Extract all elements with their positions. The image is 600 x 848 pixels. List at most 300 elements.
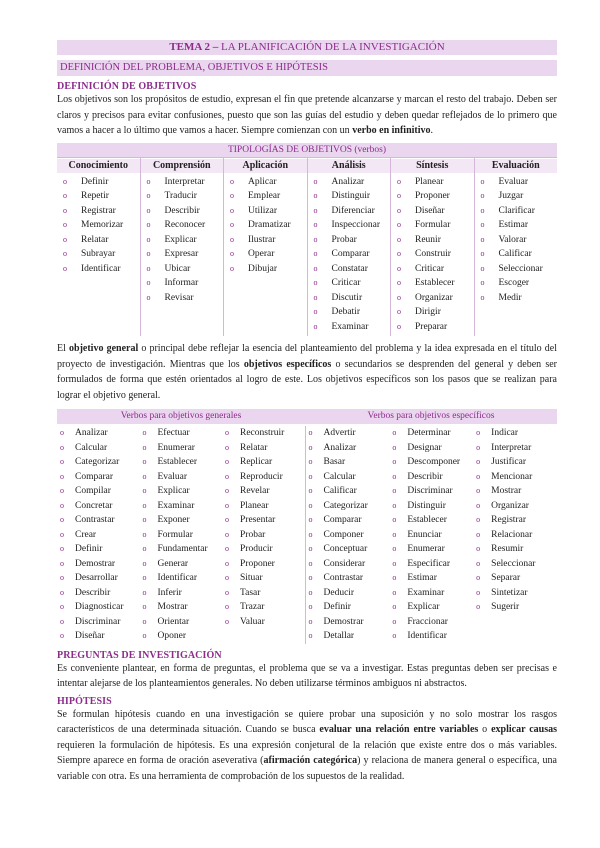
list-item-label: Ubicar <box>164 263 191 274</box>
list-item <box>140 484 223 499</box>
bullet-icon: o <box>225 529 229 539</box>
list-item <box>57 600 140 615</box>
list-item-label: Orientar <box>157 616 190 627</box>
bullet-icon: o <box>397 292 401 302</box>
bullet-icon: o <box>313 205 318 215</box>
list-item-label: Calcular <box>323 471 356 482</box>
specific-verbs-header: Verbos para objetivos específicos <box>367 411 495 421</box>
list-item <box>475 276 558 291</box>
bullet-icon: o <box>60 544 64 553</box>
column-header: Síntesis <box>391 159 474 173</box>
tipologias-columns <box>57 157 557 337</box>
bullet-icon: o <box>476 573 481 582</box>
list-item <box>473 571 557 586</box>
list-item-label: Organizar <box>415 292 453 303</box>
bullet-icon: o <box>60 529 64 539</box>
list-item-label: Probar <box>240 529 266 540</box>
bullet-icon: o <box>313 263 318 273</box>
list-item <box>475 247 558 262</box>
list-item <box>475 262 558 277</box>
bullet-icon: o <box>146 292 151 302</box>
bullet-icon: o <box>308 602 313 611</box>
bullet-icon: o <box>397 220 401 229</box>
list-item-label: Traducir <box>164 191 197 201</box>
list-item-label: Categorizar <box>75 457 120 467</box>
list-item <box>222 499 305 514</box>
bullet-icon: o <box>476 558 481 568</box>
bullet-icon: o <box>225 442 229 452</box>
bullet-icon: o <box>63 263 67 273</box>
bullet-icon: o <box>225 544 229 553</box>
list-item <box>222 586 305 601</box>
list-item <box>224 175 307 190</box>
list-item <box>57 499 140 514</box>
list-item <box>306 426 390 441</box>
verb-list <box>473 426 557 615</box>
list-item <box>389 499 473 514</box>
list-item-label: Registrar <box>81 205 116 216</box>
bullet-icon: o <box>146 220 151 229</box>
bullet-icon: o <box>63 234 67 244</box>
bullet-icon: o <box>392 471 397 481</box>
bullet-icon: o <box>397 249 401 258</box>
bullet-icon: o <box>146 205 151 215</box>
general-verbs-header: Verbos para objetivos generales <box>120 411 242 421</box>
list-item <box>306 600 390 615</box>
bullet-icon: o <box>313 307 318 316</box>
list-item-label: Enumerar <box>407 544 445 554</box>
title-prefix: TEMA 2 – <box>169 41 219 53</box>
verbs-table <box>57 409 557 644</box>
list-item <box>306 629 390 644</box>
list-item-label: Sintetizar <box>491 587 528 598</box>
verb-column <box>57 426 140 644</box>
list-item-label: Exponer <box>157 515 190 525</box>
list-item <box>140 499 223 514</box>
list-item <box>224 247 307 262</box>
list-item-label: Demostrar <box>323 616 364 627</box>
bullet-icon: o <box>392 500 397 510</box>
document-page <box>57 40 557 784</box>
list-item-label: Generar <box>157 558 189 569</box>
bullet-icon: o <box>397 234 401 244</box>
list-item-label: Compilar <box>75 486 111 496</box>
list-item <box>475 175 558 190</box>
list-item-label: Organizar <box>491 500 529 511</box>
bullet-icon: o <box>392 616 397 626</box>
verb-list <box>391 175 474 335</box>
bullet-icon: o <box>60 515 64 524</box>
list-item-label: Aplicar <box>248 176 277 187</box>
list-item-label: Proponer <box>240 558 275 569</box>
list-item <box>306 571 390 586</box>
list-item <box>141 189 224 204</box>
bullet-icon: o <box>225 558 229 568</box>
list-item <box>308 320 391 335</box>
list-item <box>57 528 140 543</box>
bullet-icon: o <box>63 176 67 186</box>
list-item-label: Definir <box>75 544 103 554</box>
bullet-icon: o <box>146 263 151 273</box>
list-item-label: Advertir <box>323 428 356 438</box>
verb-column <box>140 426 223 644</box>
bullet-icon: o <box>313 292 318 302</box>
list-item-label: Seleccionar <box>498 263 543 274</box>
list-item-label: Resumir <box>491 544 524 554</box>
list-item-label: Calificar <box>498 249 532 259</box>
bullet-icon: o <box>60 631 64 640</box>
list-item <box>389 571 473 586</box>
bullet-icon: o <box>476 587 481 597</box>
bullet-icon: o <box>480 292 485 302</box>
list-item-label: Justificar <box>491 457 526 467</box>
list-item-label: Discriminar <box>407 486 453 496</box>
bullet-icon: o <box>397 321 401 331</box>
bullet-icon: o <box>313 191 318 200</box>
list-item <box>473 470 557 485</box>
list-item <box>475 233 558 248</box>
list-item-label: Inferir <box>157 587 182 598</box>
list-item <box>391 320 474 335</box>
list-item <box>222 470 305 485</box>
list-item-label: Descomponer <box>407 457 461 467</box>
bullet-icon: o <box>230 176 234 186</box>
bullet-icon: o <box>142 558 147 568</box>
list-item-label: Planear <box>240 500 269 511</box>
list-item <box>140 528 223 543</box>
list-item <box>391 233 474 248</box>
list-item <box>473 455 557 470</box>
list-item <box>140 557 223 572</box>
list-item-label: Distinguir <box>407 500 446 511</box>
bullet-icon: o <box>397 263 401 273</box>
list-item-label: Separar <box>491 573 521 583</box>
list-item <box>222 571 305 586</box>
list-item-label: Identificar <box>157 573 198 583</box>
bullet-icon: o <box>392 515 397 524</box>
list-item <box>475 291 558 306</box>
list-item-label: Valorar <box>498 234 527 245</box>
list-item <box>473 441 557 456</box>
list-item <box>140 629 223 644</box>
list-item-label: Explicar <box>407 602 440 612</box>
list-item <box>473 528 557 543</box>
hipotesis-paragraph: Se formulan hipótesis cuando en una investigación se quiere probar una suposición y no solo mostrar los rasgos característicos de una determinada situación. Cuando se busca evaluar una relación entre variables o explicar causas requieren la formulación de hipótesis. Es una expresión conjetural de la relación que existe entre dos o más variables. Siempre aparece en forma de oración aseverativa (afirmación categórica) y relaciona de manera general o específica, una variable con otra. Es una herramienta de comprobación de los supuestos de la realidad. <box>57 708 558 782</box>
bullet-icon: o <box>230 191 234 200</box>
list-item <box>308 305 391 320</box>
list-item-label: Demostrar <box>75 558 116 569</box>
list-item <box>57 233 140 248</box>
list-item <box>57 542 140 557</box>
list-item <box>222 455 305 470</box>
bullet-icon: o <box>476 428 481 437</box>
bullet-icon: o <box>142 631 147 640</box>
list-item <box>57 189 140 204</box>
verb-list <box>389 426 473 644</box>
bullet-icon: o <box>308 500 313 510</box>
list-item-label: Calcular <box>75 442 108 453</box>
column-header: Conocimiento <box>57 159 140 173</box>
list-item <box>140 600 223 615</box>
list-item-label: Componer <box>323 529 364 540</box>
list-item-label: Desarrollar <box>75 573 118 583</box>
list-item-label: Estimar <box>498 220 529 230</box>
verb-column <box>473 426 557 644</box>
list-item-label: Producir <box>240 544 273 554</box>
bullet-icon: o <box>60 587 64 597</box>
verb-list <box>57 175 140 277</box>
verb-list <box>475 175 558 306</box>
bullet-icon: o <box>142 573 147 582</box>
column-header: Evaluación <box>475 159 558 173</box>
list-item <box>306 470 390 485</box>
list-item-label: Construir <box>415 249 451 259</box>
list-item-label: Identificar <box>81 263 121 274</box>
list-item <box>389 629 473 644</box>
bullet-icon: o <box>313 278 318 287</box>
list-item-label: Utilizar <box>248 205 278 216</box>
bullet-icon: o <box>225 457 229 466</box>
list-item-label: Examinar <box>407 587 445 598</box>
list-item <box>391 291 474 306</box>
list-item <box>308 262 391 277</box>
bullet-icon: o <box>476 471 481 481</box>
bullet-icon: o <box>142 457 147 466</box>
bullet-icon: o <box>308 442 313 452</box>
list-item-label: Examinar <box>157 500 195 511</box>
list-item <box>306 542 390 557</box>
bullet-icon: o <box>308 457 313 466</box>
list-item-label: Reunir <box>415 234 441 245</box>
list-item <box>308 233 391 248</box>
bullet-icon: o <box>225 515 229 524</box>
list-item-label: Diseñar <box>75 631 105 641</box>
tipologia-column <box>141 158 225 337</box>
tipologia-column <box>475 158 558 337</box>
list-item <box>306 499 390 514</box>
bullet-icon: o <box>308 471 313 481</box>
list-item <box>391 204 474 219</box>
list-item <box>389 441 473 456</box>
bullet-icon: o <box>60 602 64 611</box>
list-item <box>140 441 223 456</box>
bullet-icon: o <box>313 234 318 244</box>
list-item-label: Probar <box>331 234 357 245</box>
bullet-icon: o <box>146 191 151 200</box>
list-item <box>222 484 305 499</box>
list-item-label: Deducir <box>323 587 355 598</box>
list-item-label: Basar <box>323 457 346 467</box>
bullet-icon: o <box>142 428 147 437</box>
list-item-label: Distinguir <box>331 191 371 201</box>
bullet-icon: o <box>397 307 401 316</box>
list-item-label: Considerar <box>323 558 366 569</box>
list-item-label: Presentar <box>240 515 276 525</box>
tipologia-column <box>57 158 141 337</box>
bullet-icon: o <box>480 205 485 215</box>
bullet-icon: o <box>313 220 318 229</box>
list-item <box>473 426 557 441</box>
list-item <box>57 615 140 630</box>
verb-list <box>306 426 390 644</box>
list-item-label: Discutir <box>331 292 363 303</box>
general-verbs-group <box>57 426 306 644</box>
list-item-label: Designar <box>407 442 442 453</box>
list-item-label: Escoger <box>498 278 530 288</box>
list-item <box>473 499 557 514</box>
bullet-icon: o <box>397 176 401 186</box>
document-title <box>57 40 557 55</box>
bullet-icon: o <box>230 220 234 229</box>
tipologia-column <box>391 158 475 337</box>
verb-column <box>389 426 473 644</box>
list-item <box>306 528 390 543</box>
list-item <box>141 204 224 219</box>
verb-list <box>140 426 223 644</box>
tipologias-table <box>57 143 557 337</box>
list-item <box>57 455 140 470</box>
section-title: DEFINICIÓN DEL PROBLEMA, OBJETIVOS E HIPÓTESIS <box>57 60 557 76</box>
verb-list <box>141 175 224 306</box>
list-item <box>473 600 557 615</box>
list-item <box>140 455 223 470</box>
list-item <box>306 615 390 630</box>
list-item <box>57 441 140 456</box>
list-item <box>57 470 140 485</box>
list-item <box>57 629 140 644</box>
list-item-label: Reconstruir <box>240 428 285 438</box>
list-item-label: Dibujar <box>248 263 278 274</box>
list-item <box>224 218 307 233</box>
list-item <box>473 513 557 528</box>
bullet-icon: o <box>230 205 234 215</box>
list-item-label: Planear <box>415 176 444 187</box>
bullet-icon: o <box>142 515 147 524</box>
bullet-icon: o <box>397 278 401 287</box>
bullet-icon: o <box>392 573 397 582</box>
list-item <box>389 484 473 499</box>
bullet-icon: o <box>142 602 147 611</box>
tipologia-column <box>308 158 392 337</box>
bullet-icon: o <box>308 558 313 568</box>
list-item-label: Subrayar <box>81 249 116 259</box>
bullet-icon: o <box>225 587 229 597</box>
bullet-icon: o <box>392 428 397 437</box>
list-item <box>389 542 473 557</box>
list-item-label: Relatar <box>81 234 109 245</box>
list-item-label: Analizar <box>331 176 365 187</box>
list-item <box>473 484 557 499</box>
bullet-icon: o <box>476 442 481 452</box>
list-item-label: Mostrar <box>491 486 522 496</box>
list-item <box>141 247 224 262</box>
bullet-icon: o <box>60 616 64 626</box>
list-item <box>391 247 474 262</box>
bullet-icon: o <box>225 428 229 437</box>
list-item <box>473 586 557 601</box>
list-item-label: Sugerir <box>491 602 520 612</box>
bullet-icon: o <box>397 191 401 200</box>
list-item-label: Dramatizar <box>248 220 291 230</box>
verb-list <box>308 175 391 335</box>
bullet-icon: o <box>480 278 485 287</box>
bullet-icon: o <box>308 515 313 524</box>
bullet-icon: o <box>230 234 234 244</box>
verb-list <box>222 426 305 629</box>
bullet-icon: o <box>392 457 397 466</box>
list-item <box>57 571 140 586</box>
bullet-icon: o <box>63 249 67 258</box>
list-item-label: Concretar <box>75 500 113 511</box>
list-item-label: Criticar <box>415 263 445 274</box>
list-item <box>308 276 391 291</box>
list-item-label: Enumerar <box>157 442 195 453</box>
bullet-icon: o <box>225 602 229 611</box>
bullet-icon: o <box>476 486 481 495</box>
list-item <box>57 426 140 441</box>
list-item <box>473 542 557 557</box>
bullet-icon: o <box>63 220 67 229</box>
list-item-label: Ilustrar <box>248 234 276 245</box>
list-item <box>306 513 390 528</box>
column-header: Análisis <box>308 159 391 173</box>
general-paragraph: El objetivo general o principal debe reflejar la esencia del planteamiento del problema y la idea expresada en el título del proyecto de investigación. Mientras que los objetivos específicos o secundarios se desprenden del general y deben ser formulados de forma que estén orientados al logro de este. Los objetivos específicos son los pasos que se realizan para lograr el objetivo general. <box>57 343 557 401</box>
bullet-icon: o <box>230 249 234 258</box>
list-item <box>391 175 474 190</box>
list-item <box>308 218 391 233</box>
verb-column <box>222 426 305 644</box>
list-item-label: Diseñar <box>415 205 445 216</box>
list-item-label: Criticar <box>331 278 361 288</box>
list-item <box>222 513 305 528</box>
list-item <box>475 218 558 233</box>
list-item-label: Interpretar <box>164 176 205 187</box>
list-item-label: Relacionar <box>491 529 533 540</box>
bullet-icon: o <box>308 616 313 626</box>
bullet-icon: o <box>480 176 485 186</box>
list-item <box>141 291 224 306</box>
bullet-icon: o <box>392 587 397 597</box>
bullet-icon: o <box>225 471 229 481</box>
list-item <box>140 542 223 557</box>
bullet-icon: o <box>308 544 313 553</box>
bullet-icon: o <box>142 529 147 539</box>
list-item <box>222 441 305 456</box>
list-item <box>308 291 391 306</box>
list-item-label: Enunciar <box>407 529 442 540</box>
verb-column <box>306 426 390 644</box>
list-item <box>224 262 307 277</box>
list-item <box>391 262 474 277</box>
bullet-icon: o <box>313 176 318 186</box>
bullet-icon: o <box>225 500 229 510</box>
list-item-label: Especificar <box>407 558 451 569</box>
list-item <box>141 262 224 277</box>
bullet-icon: o <box>476 457 481 466</box>
bullet-icon: o <box>476 529 481 539</box>
bullet-icon: o <box>476 500 481 510</box>
list-item-label: Oponer <box>157 631 186 641</box>
list-item-label: Describir <box>407 471 443 482</box>
list-item-label: Medir <box>498 292 522 303</box>
verb-list <box>224 175 307 277</box>
list-item-label: Registrar <box>491 515 526 525</box>
list-item-label: Describir <box>164 205 200 216</box>
list-item-label: Emplear <box>248 191 281 201</box>
bullet-icon: o <box>60 486 64 495</box>
list-item-label: Trazar <box>240 602 265 612</box>
list-item-label: Estimar <box>407 573 437 583</box>
